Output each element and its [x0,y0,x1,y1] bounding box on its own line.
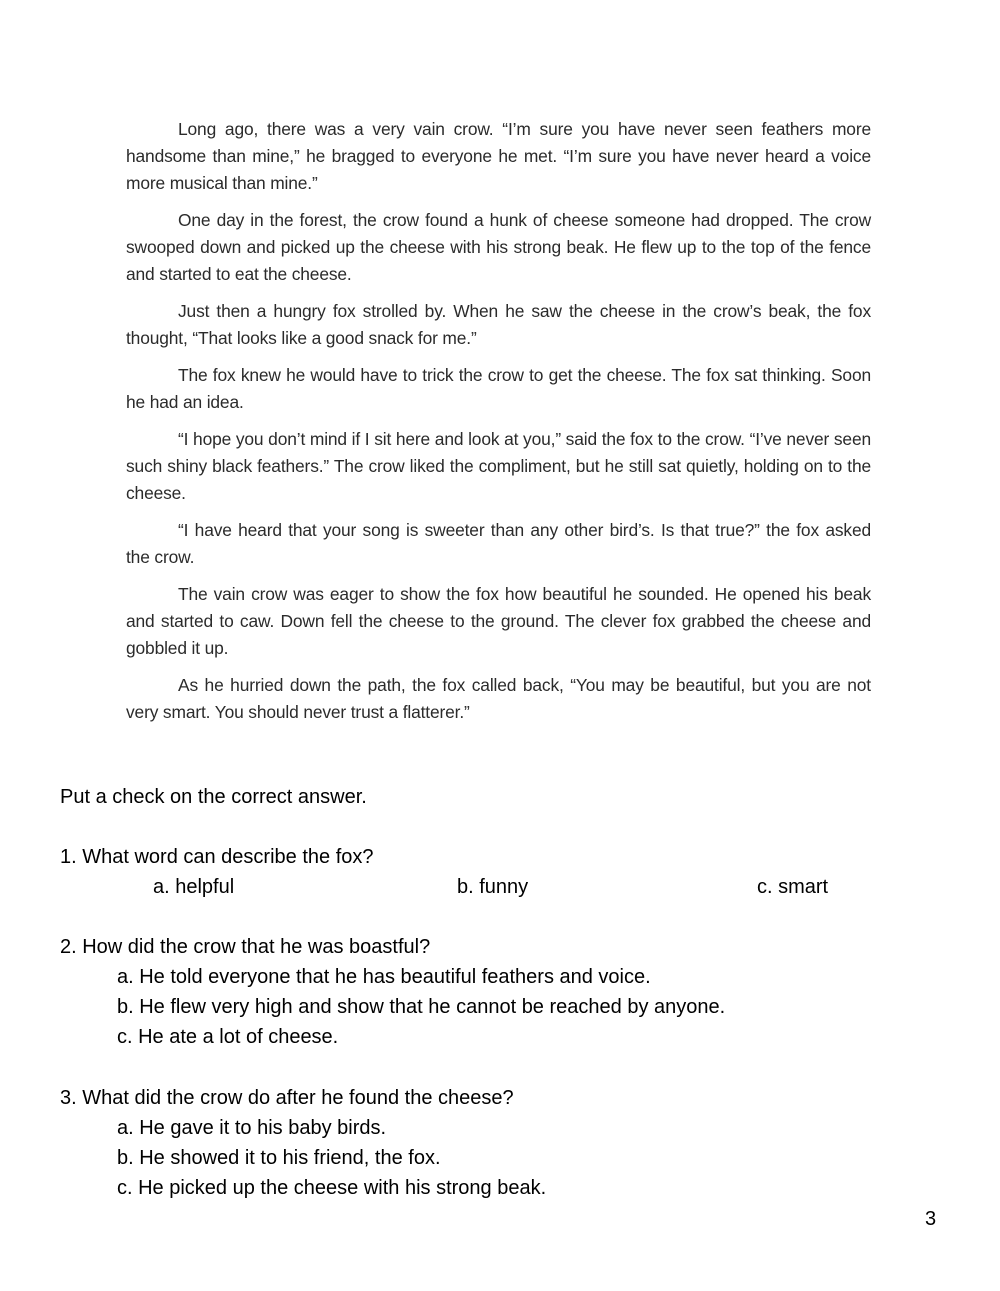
story-paragraph: “I have heard that your song is sweeter than any other bird’s. Is that true?” the fox asked the crow. [126,520,871,567]
question-1-choice-a[interactable]: a. helpful [153,876,235,898]
story-paragraph: One day in the forest, the crow found a hunk of cheese someone had dropped. The crow swooped down and picked up the cheese with his strong beak. He flew up to the top of the fence and started to eat the cheese. [126,210,871,284]
story-passage [126,116,871,736]
question-1 [60,842,940,902]
story-paragraph: Long ago, there was a very vain crow. “I’m sure you have never seen feathers more handsome than mine,” he bragged to everyone he met. “I’m sure you have never heard a voice more musical than mine.” [126,119,871,193]
question-3-stem: 3. What did the crow do after he found the cheese? [60,1087,514,1109]
question-3-choice-b[interactable]: b. He showed it to his friend, the fox. [117,1147,441,1169]
question-1-choice-c[interactable]: c. smart [757,876,829,898]
question-3-choice-a[interactable]: a. He gave it to his baby birds. [117,1117,387,1139]
question-1-choice-b[interactable]: b. funny [457,876,529,898]
story-paragraph: As he hurried down the path, the fox called back, “You may be beautiful, but you are not very smart. You should never trust a flatterer.” [126,675,871,722]
story-paragraph: Just then a hungry fox strolled by. When he saw the cheese in the crow’s beak, the fox thought, “That looks like a good snack for me.” [126,301,871,348]
question-1-stem: 1. What word can describe the fox? [60,846,374,868]
question-3-choice-c[interactable]: c. He picked up the cheese with his strong beak. [117,1177,547,1199]
question-2-stem: 2. How did the crow that he was boastful? [60,936,431,958]
question-2 [60,932,725,1052]
question-3 [60,1083,546,1203]
question-2-choice-a[interactable]: a. He told everyone that he has beautiful feathers and voice. [117,966,651,988]
question-1-choices [60,872,940,902]
story-paragraph: “I hope you don’t mind if I sit here and look at you,” said the fox to the crow. “I’ve never seen such shiny black feathers.” The crow liked the compliment, but he still sat quietly, holding on to the cheese. [126,429,871,503]
story-paragraph: The fox knew he would have to trick the crow to get the cheese. The fox sat thinking. Soon he had an idea. [126,365,871,412]
story-paragraph: The vain crow was eager to show the fox how beautiful he sounded. He opened his beak and started to caw. Down fell the cheese to the ground. The clever fox grabbed the cheese and gobbled it up. [126,584,871,658]
instruction-text: Put a check on the correct answer. [60,786,367,808]
page-number: 3 [925,1208,937,1230]
question-2-choice-c[interactable]: c. He ate a lot of cheese. [117,1026,339,1048]
question-2-choice-b[interactable]: b. He flew very high and show that he cannot be reached by anyone. [117,996,726,1018]
